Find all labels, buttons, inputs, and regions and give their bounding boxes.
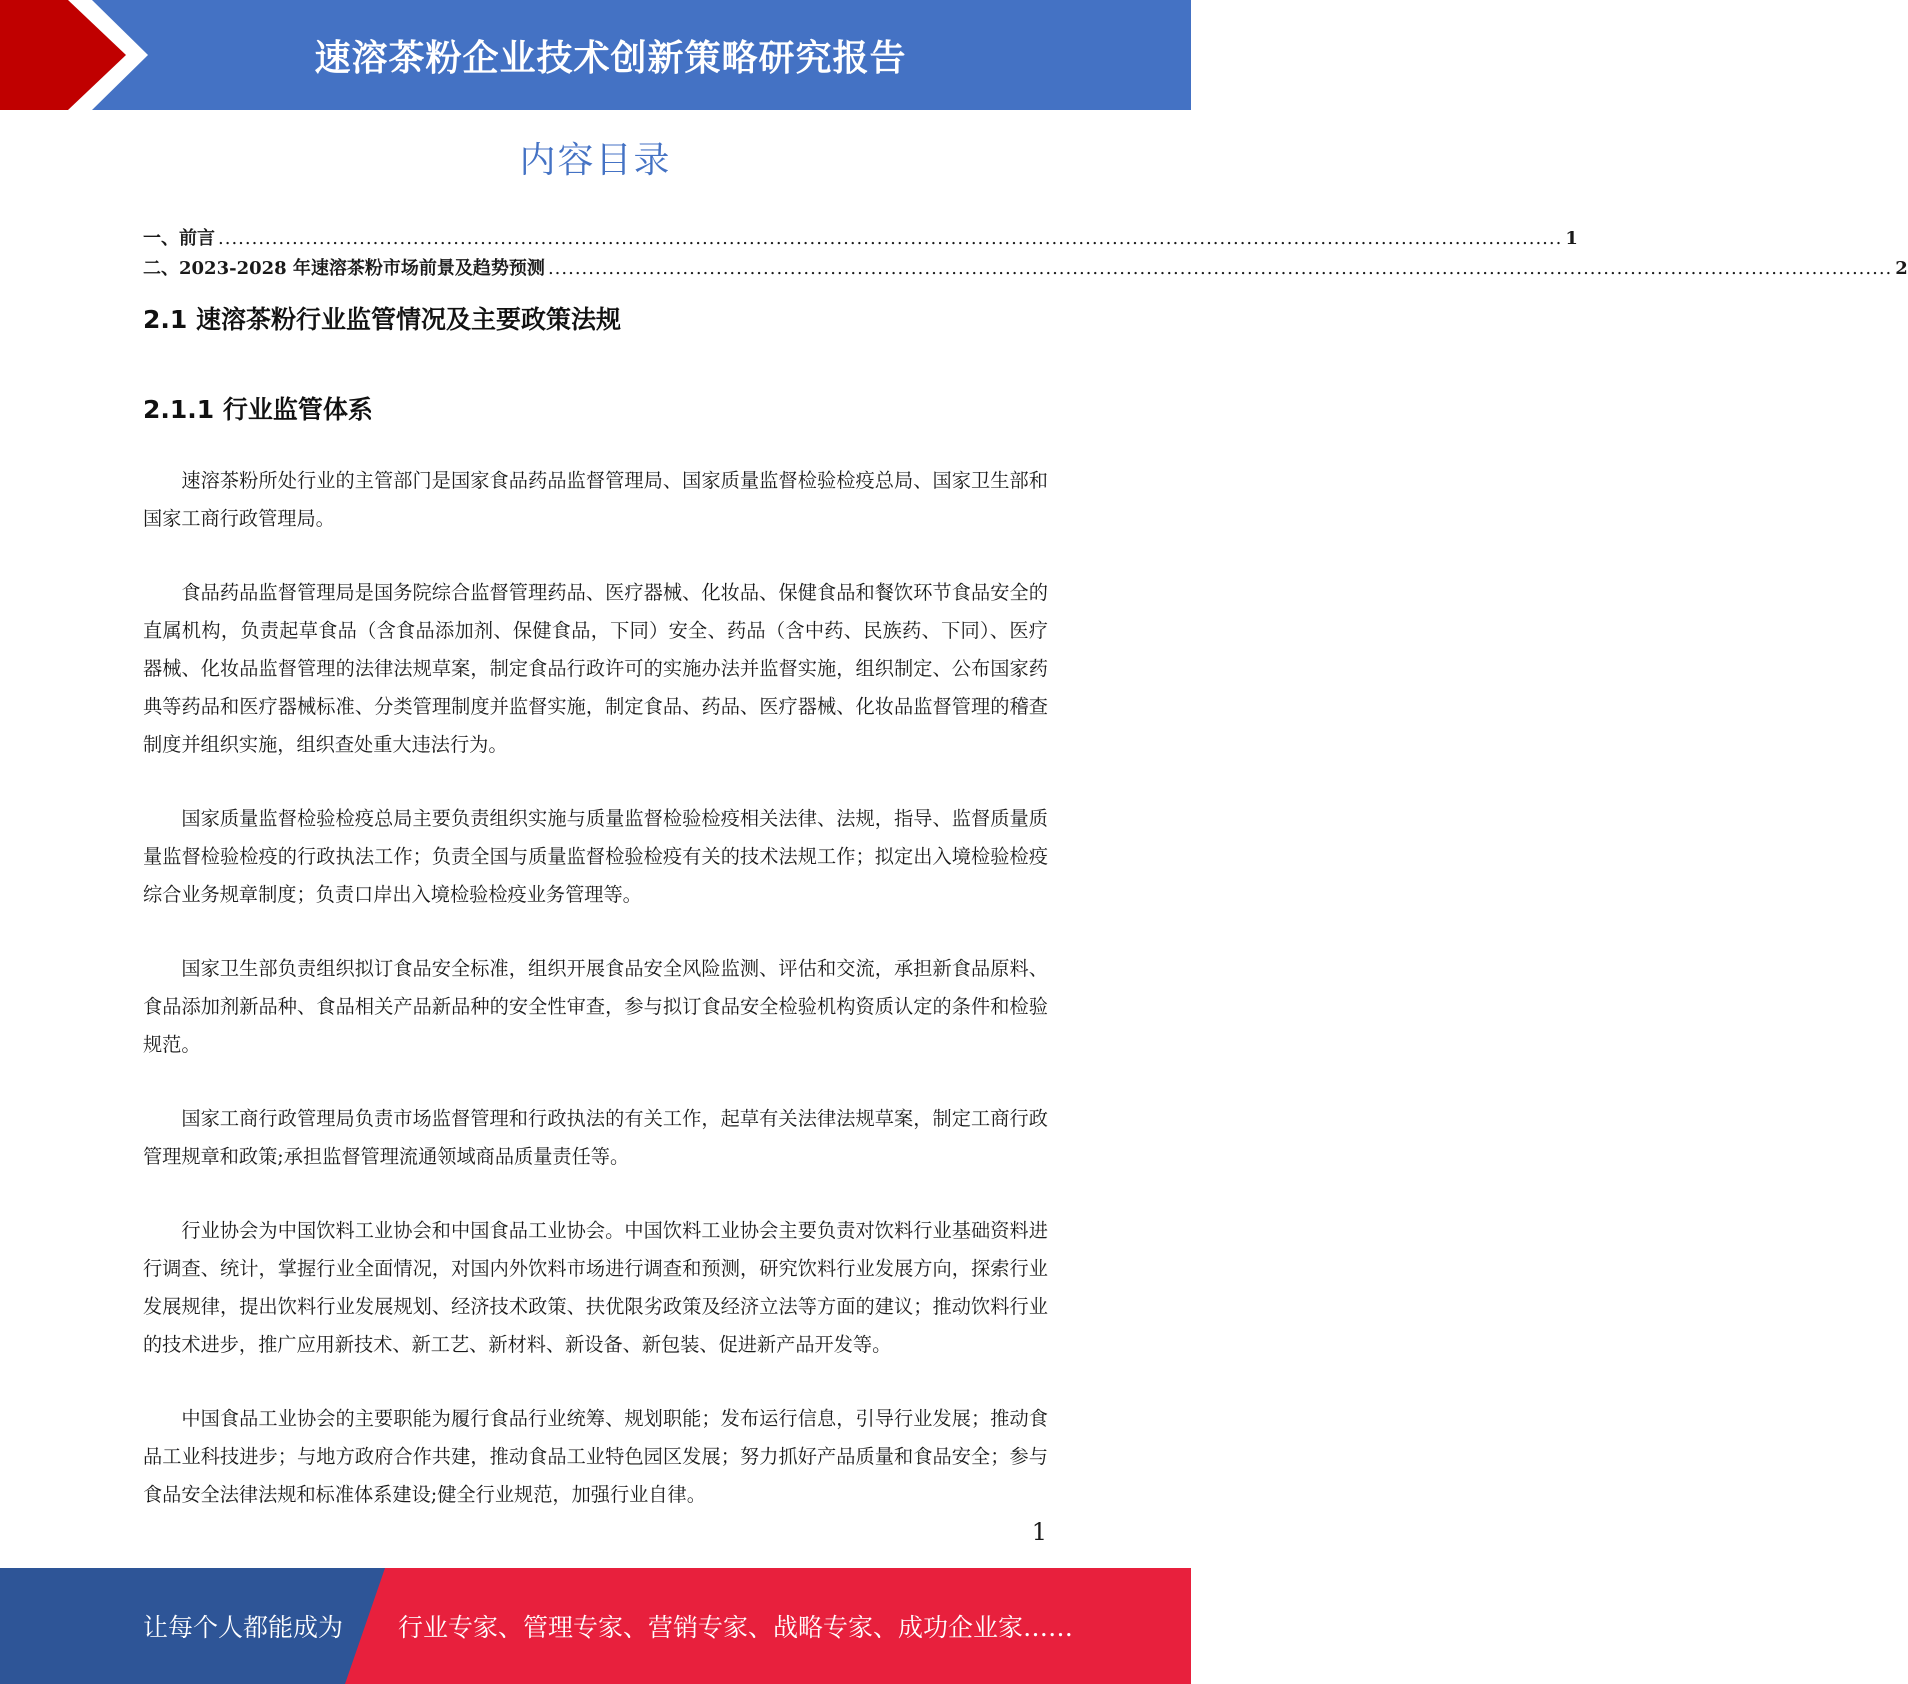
section-heading-2-1: 2.1 速溶茶粉行业监管情况及主要政策法规: [143, 305, 621, 334]
paragraph-food-association: 中国食品工业协会的主要职能为履行食品行业统筹、规划职能；发布运行信息，引导行业发展；推动食品工业科技进步；与地方政府合作共建，推动食品工业特色园区发展；努力抓好产品质量和食品安全；参与食品安全法律法规和标准体系建设;健全行业规范，加强行业自律。: [143, 1407, 1048, 1506]
paragraph-food-drug-admin: 食品药品监督管理局是国务院综合监督管理药品、医疗器械、化妆品、保健食品和餐饮环节食品安全的直属机构，负责起草食品（含食品添加剂、保健食品，下同）安全、药品（含中药、民族药、下同）、医疗器械、化妆品监督管理的法律法规草案，制定食品行政许可的实施办法并监督实施，组织制定、公布国家药典等药品和医疗器械标准、分类管理制度并监督实施，制定食品、药品、医疗器械、化妆品监督管理的稽查制度并组织实施，组织查处重大违法行为。: [143, 581, 1048, 756]
paragraph-quality-supervision: 国家质量监督检验检疫总局主要负责组织实施与质量监督检验检疫相关法律、法规，指导、监督质量质量监督检验检疫的行政执法工作；负责全国与质量监督检验检疫有关的技术法规工作；拟定出入境检验检疫综合业务规章制度；负责口岸出入境检验检疫业务管理等。: [143, 807, 1048, 906]
toc-leader-dots: ........................................................................................................................................................................................................: [547, 258, 1893, 279]
toc-entry-market-outlook[interactable]: [143, 254, 1908, 284]
body-content: [143, 462, 1048, 1550]
page-number: 1: [1031, 1518, 1047, 1546]
paragraph-beverage-association: 行业协会为中国饮料工业协会和中国食品工业协会。中国饮料工业协会主要负责对饮料行业基础资料进行调查、统计，掌握行业全面情况，对国内外饮料市场进行调查和预测，研究饮料行业发展方向，探索行业发展规律，提出饮料行业发展规划、经济技术政策、扶优限劣政策及经济立法等方面的建议；推动饮料行业的技术进步，推广应用新技术、新工艺、新材料、新设备、新包装、促进新产品开发等。: [143, 1219, 1048, 1356]
toc-entry-label: 二、2023-2028 年速溶茶粉市场前景及趋势预测: [143, 258, 545, 279]
paragraph-industry-commerce: 国家工商行政管理局负责市场监督管理和行政执法的有关工作，起草有关法律法规草案，制定工商行政管理规章和政策;承担监督管理流通领域商品质量责任等。: [143, 1107, 1048, 1168]
header-banner: [0, 0, 1191, 110]
toc-heading: 内容目录: [519, 140, 672, 181]
table-of-contents: [143, 224, 1908, 284]
toc-entry-page: 1: [1565, 228, 1578, 249]
footer-slogan-right: 行业专家、管理专家、营销专家、战略专家、成功企业家……: [398, 1613, 1074, 1642]
toc-entry-preface[interactable]: [143, 224, 1578, 254]
toc-entry-page: 2: [1895, 258, 1908, 279]
toc-entry-label: 一、前言: [143, 228, 215, 249]
paragraph-health-ministry: 国家卫生部负责组织拟订食品安全标准，组织开展食品安全风险监测、评估和交流，承担新食品原料、食品添加剂新品种、食品相关产品新品种的安全性审查，参与拟订食品安全检验机构资质认定的条件和检验规范。: [143, 957, 1048, 1056]
toc-leader-dots: ........................................................................................................................................................................................................: [218, 228, 1563, 249]
footer-slogan-left: 让每个人都能成为: [143, 1613, 344, 1642]
paragraph-regulators: 速溶茶粉所处行业的主管部门是国家食品药品监督管理局、国家质量监督检验检疫总局、国家卫生部和国家工商行政管理局。: [143, 469, 1048, 530]
footer-banner: [0, 1568, 1191, 1684]
report-title: 速溶茶粉企业技术创新策略研究报告: [314, 37, 907, 79]
section-heading-2-1-1: 2.1.1 行业监管体系: [143, 395, 373, 424]
